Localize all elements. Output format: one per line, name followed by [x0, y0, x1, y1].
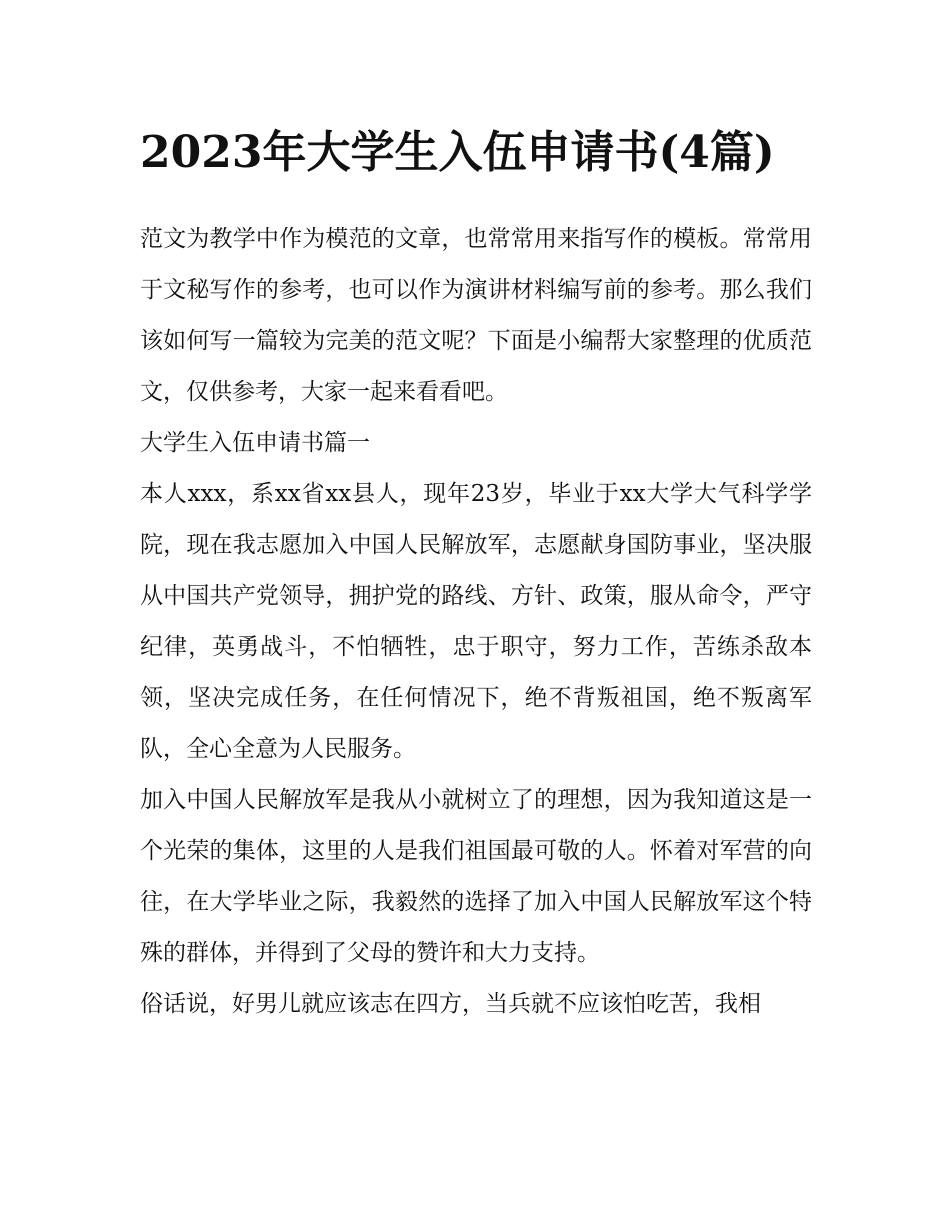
document-body [140, 114, 812, 1030]
body-paragraph: 俗话说，好男儿就应该志在四方，当兵就不应该怕吃苦，我相 [140, 991, 761, 1017]
section-heading: 大学生入伍申请书篇一 [140, 430, 370, 456]
body-paragraph: 加入中国人民解放军是我从小就树立了的理想，因为我知道这是一个光荣的集体，这里的人是我们祖国最可敬的人。怀着对军营的向往，在大学毕业之际，我毅然的选择了加入中国人民解放军这个特殊的群体，并得到了父母的赞许和大力支持。 [140, 787, 812, 966]
intro-paragraph: 范文为教学中作为模范的文章，也常常用来指写作的模板。常常用于文秘写作的参考，也可以作为演讲材料编写前的参考。那么我们该如何写一篇较为完美的范文呢？下面是小编帮大家整理的优质范文，仅供参考，大家一起来看看吧。 [140, 226, 812, 405]
body-paragraph: 本人xxx，系xx省xx县人，现年23岁，毕业于xx大学大气科学学院，现在我志愿加入中国人民解放军，志愿献身国防事业，坚决服从中国共产党领导，拥护党的路线、方针、政策，服从命令，严守纪律，英勇战斗，不怕牺牲，忠于职守，努力工作，苦练杀敌本领，坚决完成任务，在任何情况下，绝不背叛祖国，绝不叛离军队，全心全意为人民服务。 [140, 481, 812, 762]
document-title: 2023年大学生入伍申请书(4篇) [140, 127, 775, 178]
